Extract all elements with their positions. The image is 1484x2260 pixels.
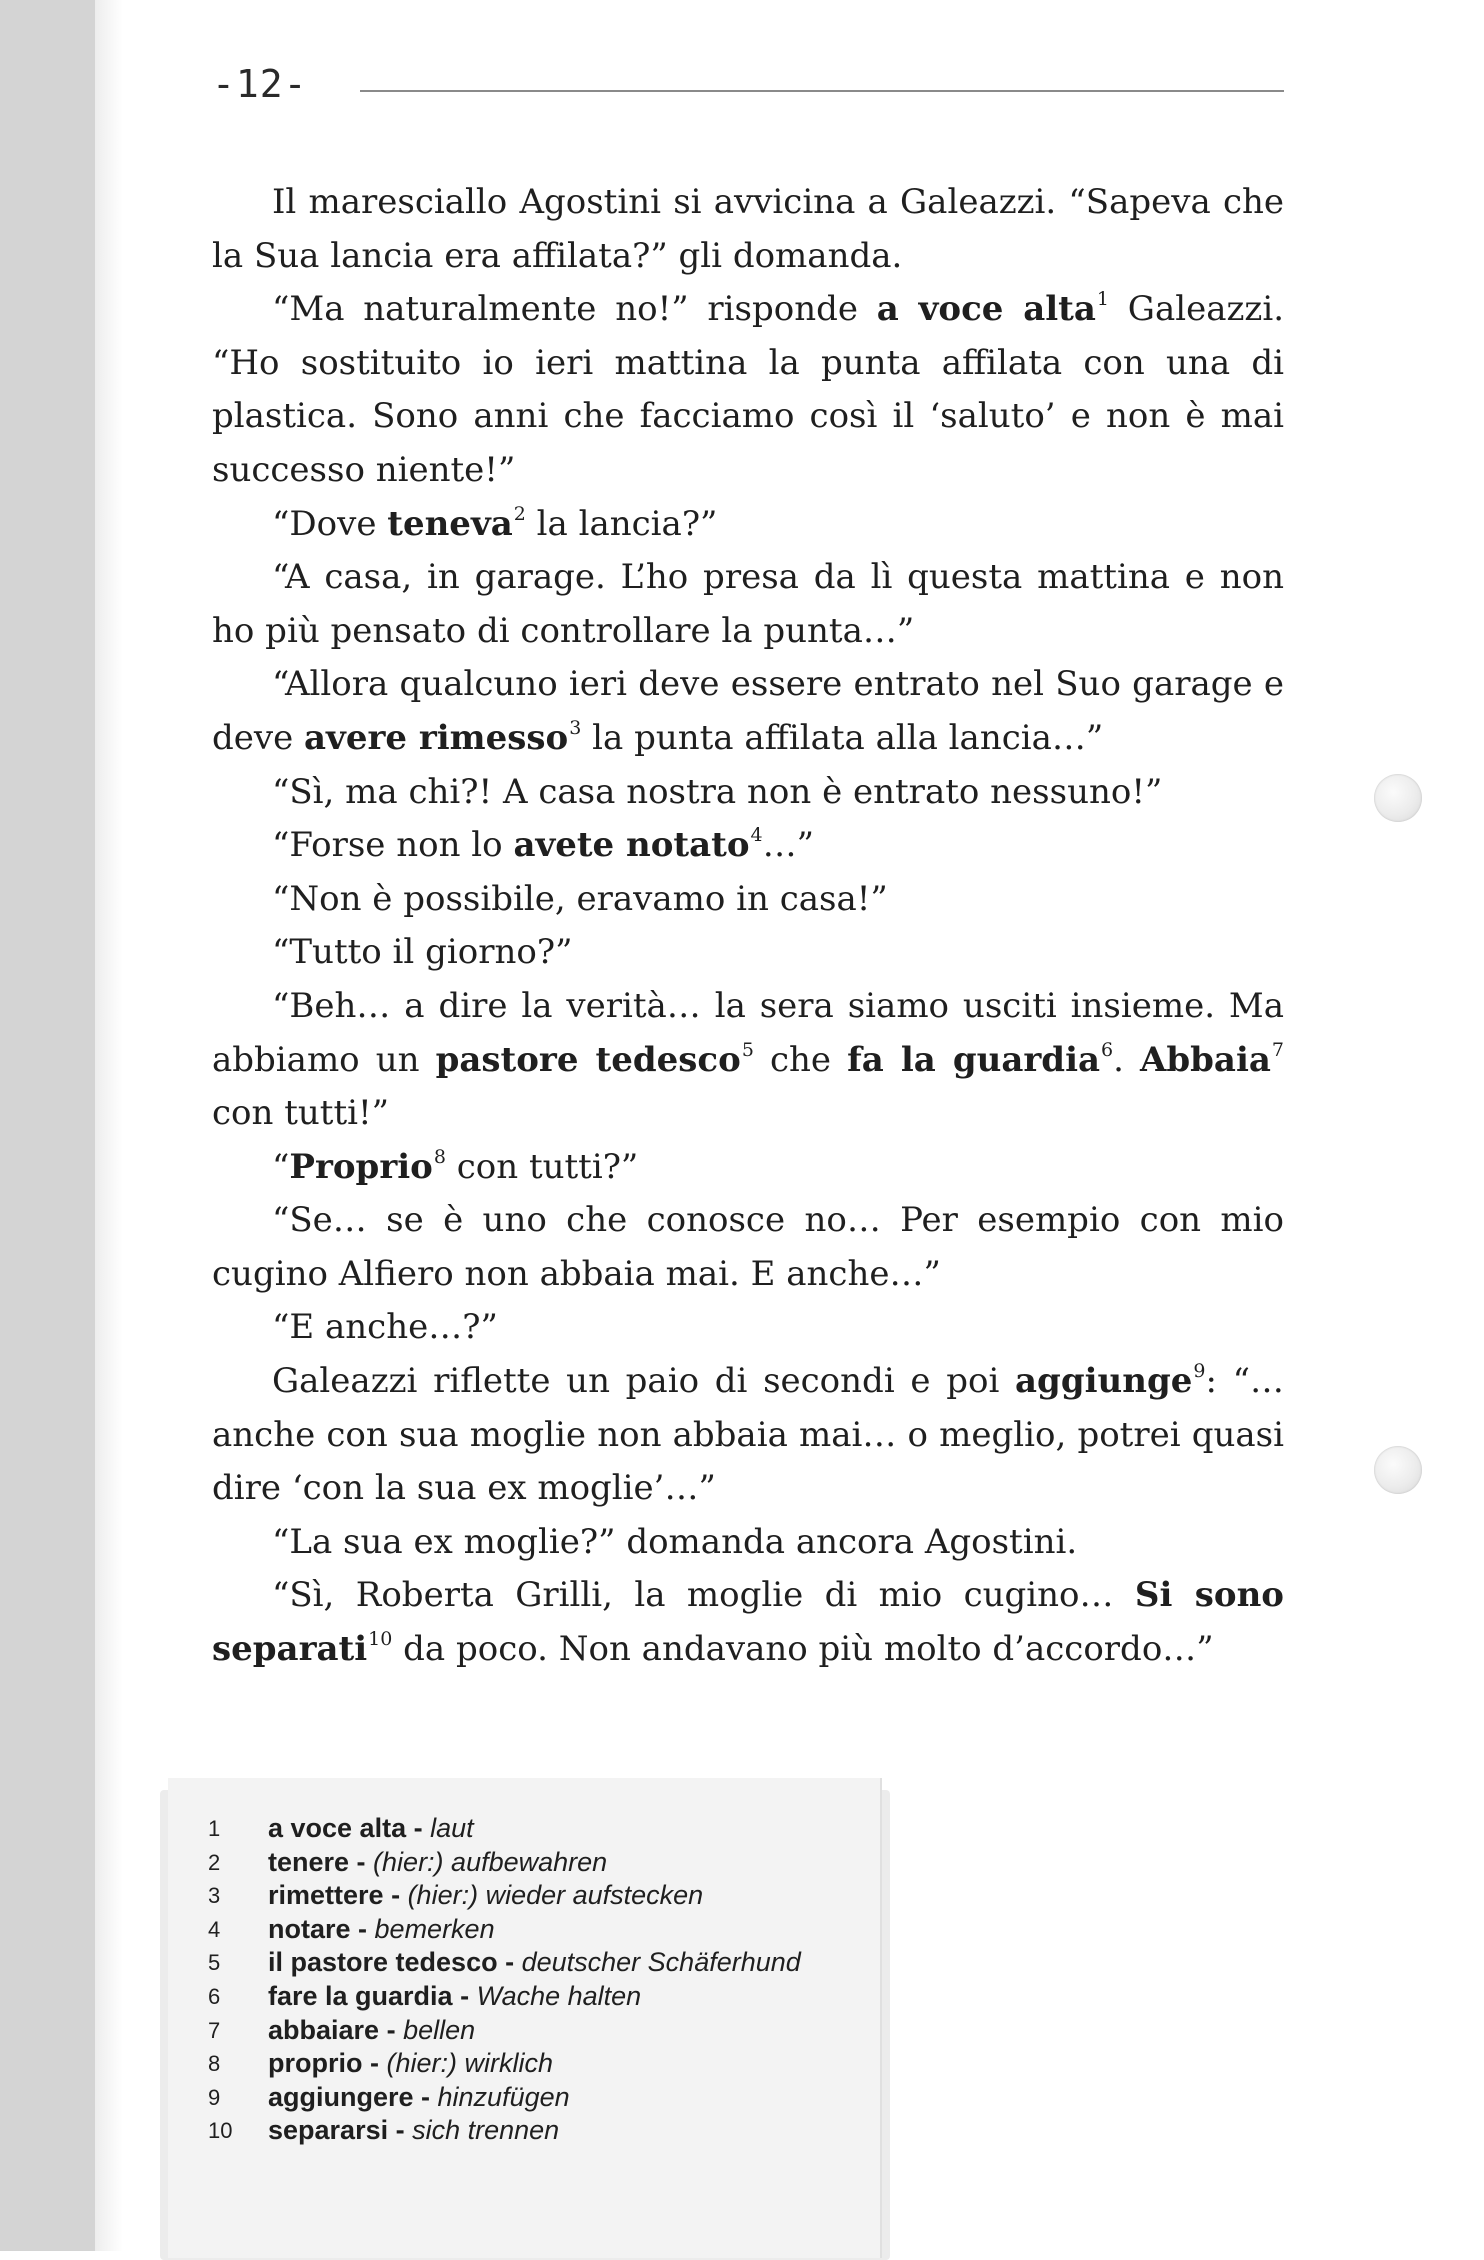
glossary-box: [168, 1778, 882, 2258]
page-number: -12-: [212, 62, 308, 106]
glossary-separator: -: [350, 1913, 375, 1944]
punch-hole-bottom: [1374, 1446, 1422, 1494]
glossary-definition: deutscher Schäferhund: [521, 1947, 801, 1978]
story-text-run: “Forse non lo: [272, 825, 514, 866]
glossary-number: 1: [208, 1816, 221, 1841]
footnote-marker: 10: [368, 1628, 393, 1651]
footnote-marker: 8: [433, 1145, 446, 1168]
story-paragraph: [212, 1516, 1284, 1570]
footnote-marker: 9: [1193, 1360, 1206, 1383]
glossary-entry: [208, 1913, 801, 1947]
story-text-run: “Dove: [272, 503, 388, 544]
footnote-marker: 3: [569, 716, 582, 739]
glossary-number: 9: [208, 2084, 221, 2110]
glossary-definition: (hier:) wieder aufstecken: [407, 1880, 704, 1911]
story-text-run: “Tutto il giorno?”: [272, 932, 573, 973]
glossary-number: 2: [208, 1849, 221, 1875]
glossary-term-highlight: pastore tedesco: [435, 1039, 741, 1080]
glossary-list: [208, 1812, 801, 2148]
glossary-term: a voce alta: [268, 1813, 407, 1843]
glossary-entry: [208, 2114, 801, 2148]
glossary-term: aggiungere: [268, 2081, 414, 2112]
story-text-run: che: [753, 1039, 848, 1080]
story-text-run: “Se… se è uno che conosce no… Per esempio con mio cugino Alfiero non abbaia mai. E anche…”: [212, 1200, 1284, 1294]
footnote-marker: 1: [1096, 288, 1110, 311]
story-text-run: “Non è possibile, eravamo in casa!”: [272, 878, 888, 919]
glossary-definition: hinzufügen: [437, 2081, 570, 2112]
glossary-separator: -: [362, 2048, 387, 2079]
story-text-run: con tutti?”: [445, 1146, 639, 1187]
binder-edge-shadow: [95, 0, 123, 2251]
glossary-term-highlight: avete notato: [513, 825, 750, 866]
story-paragraph: [212, 1569, 1284, 1676]
story-text-run: con tutti!”: [212, 1093, 390, 1134]
glossary-separator: -: [413, 2081, 438, 2112]
glossary-separator: -: [452, 1980, 477, 2011]
glossary-entry: [208, 2081, 801, 2115]
story-text-run: la punta affilata alla lancia…”: [581, 717, 1104, 758]
glossary-separator: -: [497, 1947, 522, 1978]
story-paragraph: [212, 819, 1284, 873]
glossary-entry: [208, 1980, 801, 2014]
story-text-run: “A casa, in garage. L’ho presa da lì questa mattina e non ho più pensato di controllare la punta…”: [212, 557, 1284, 651]
glossary-definition: (hier:) aufbewahren: [373, 1846, 608, 1877]
glossary-entry: [208, 1846, 801, 1880]
story-paragraph: [212, 658, 1284, 765]
glossary-separator: -: [349, 1846, 374, 1877]
story-text-run: “Sì, Roberta Grilli, la moglie di mio cugino…: [272, 1575, 1135, 1616]
story-paragraph: [212, 498, 1284, 552]
header-rule: [360, 90, 1284, 92]
glossary-term-highlight: teneva: [387, 503, 513, 544]
glossary-entry: [208, 2014, 801, 2048]
glossary-number: 8: [208, 2051, 221, 2077]
story-text-run: “Beh… a dire la verità… la sera siamo usciti insieme. Ma abbiamo un: [212, 985, 1284, 1080]
glossary-term-highlight: Si sono separati: [212, 1575, 1284, 1670]
glossary-term-highlight: Proprio: [289, 1146, 433, 1187]
glossary-separator: -: [388, 2115, 413, 2146]
glossary-definition: (hier:) wirklich: [386, 2048, 554, 2079]
story-text-run: da poco. Non andavano più molto d’accordo…”: [392, 1629, 1214, 1670]
story-paragraph: [212, 176, 1284, 283]
footnote-marker: 4: [750, 824, 763, 847]
glossary-term-highlight: a voce alta: [876, 289, 1096, 330]
glossary-number: 6: [208, 1983, 221, 2009]
glossary-entry: [208, 1946, 801, 1980]
story-text-run: la lancia?”: [525, 503, 718, 544]
story-paragraph: [212, 1194, 1284, 1301]
binder-strip: [0, 0, 95, 2251]
story-text-run: “Allora qualcuno ieri deve essere entrato nel Suo garage e deve: [212, 664, 1284, 758]
story-text-run: .: [1113, 1039, 1140, 1080]
glossary-term: abbaiare: [268, 2014, 380, 2045]
story-paragraph: [212, 766, 1284, 820]
glossary-definition: bemerken: [374, 1913, 495, 1944]
footnote-marker: 2: [513, 502, 526, 525]
story-paragraph: [212, 1355, 1284, 1516]
story-text-run: “Ma naturalmente no!” risponde: [272, 289, 877, 330]
story-text-run: Galeazzi. “Ho sostituito io ieri mattina la punta affilata con una di plastica. Sono anni che facciamo così il ‘saluto’ e non è mai successo niente!”: [212, 289, 1285, 490]
glossary-term: fare la guardia: [268, 1980, 453, 2011]
glossary-definition: bellen: [403, 2014, 476, 2045]
glossary-entry: [208, 2047, 801, 2081]
glossary-number: 7: [208, 2017, 221, 2043]
footnote-marker: 6: [1101, 1038, 1114, 1061]
glossary-number: 10: [208, 2118, 233, 2144]
glossary-number: 5: [208, 1950, 221, 1976]
story-text-run: “Sì, ma chi?! A casa nostra non è entrato nessuno!”: [272, 771, 1163, 812]
story-paragraph: [212, 873, 1284, 927]
story-paragraph: [212, 926, 1284, 980]
glossary-term-highlight: aggiunge: [1015, 1361, 1193, 1402]
glossary-entry: [208, 1812, 801, 1846]
glossary-term: notare: [268, 1913, 351, 1944]
footnote-marker: 7: [1271, 1038, 1284, 1061]
glossary-definition: laut: [430, 1813, 474, 1843]
story-text: [212, 176, 1284, 1677]
story-text-run: Galeazzi riflette un paio di secondi e poi: [272, 1361, 1016, 1402]
glossary-number: 3: [208, 1883, 221, 1909]
footnote-marker: 5: [741, 1038, 754, 1061]
glossary-entry: [208, 1879, 801, 1913]
glossary-separator: -: [383, 1880, 408, 1911]
glossary-definition: Wache halten: [476, 1980, 642, 2011]
glossary-number: 4: [208, 1916, 221, 1942]
story-paragraph: [212, 283, 1284, 497]
glossary-separator: -: [379, 2014, 404, 2045]
story-paragraph: [212, 1141, 1284, 1195]
story-paragraph: [212, 1301, 1284, 1355]
punch-hole-top: [1374, 774, 1422, 822]
glossary-term: rimettere: [268, 1880, 384, 1911]
glossary-term-highlight: fa la guardia: [847, 1039, 1101, 1080]
glossary-term-highlight: Abbaia: [1140, 1039, 1271, 1080]
glossary-term-highlight: avere rimesso: [304, 717, 569, 758]
glossary-separator: -: [406, 1813, 431, 1843]
story-text-run: …”: [762, 825, 815, 866]
story-paragraph: [212, 551, 1284, 658]
glossary-term: il pastore tedesco: [268, 1947, 498, 1978]
story-text-run: “E anche…?”: [272, 1307, 498, 1348]
glossary-term: separarsi: [268, 2115, 389, 2146]
glossary-definition: sich trennen: [412, 2115, 560, 2146]
page-header: [212, 62, 1284, 118]
story-text-run: : “…anche con sua moglie non abbaia mai… o meglio, potrei quasi dire ‘con la sua ex moglie’…”: [212, 1361, 1284, 1509]
story-text-run: “La sua ex moglie?” domanda ancora Agostini.: [272, 1521, 1078, 1562]
glossary-term: tenere: [268, 1846, 350, 1877]
story-text-run: “: [272, 1146, 290, 1187]
glossary-term: proprio: [268, 2048, 363, 2079]
story-paragraph: [212, 980, 1284, 1141]
story-text-run: Il maresciallo Agostini si avvicina a Galeazzi. “Sapeva che la Sua lancia era affilata?” gli domanda.: [212, 182, 1284, 276]
